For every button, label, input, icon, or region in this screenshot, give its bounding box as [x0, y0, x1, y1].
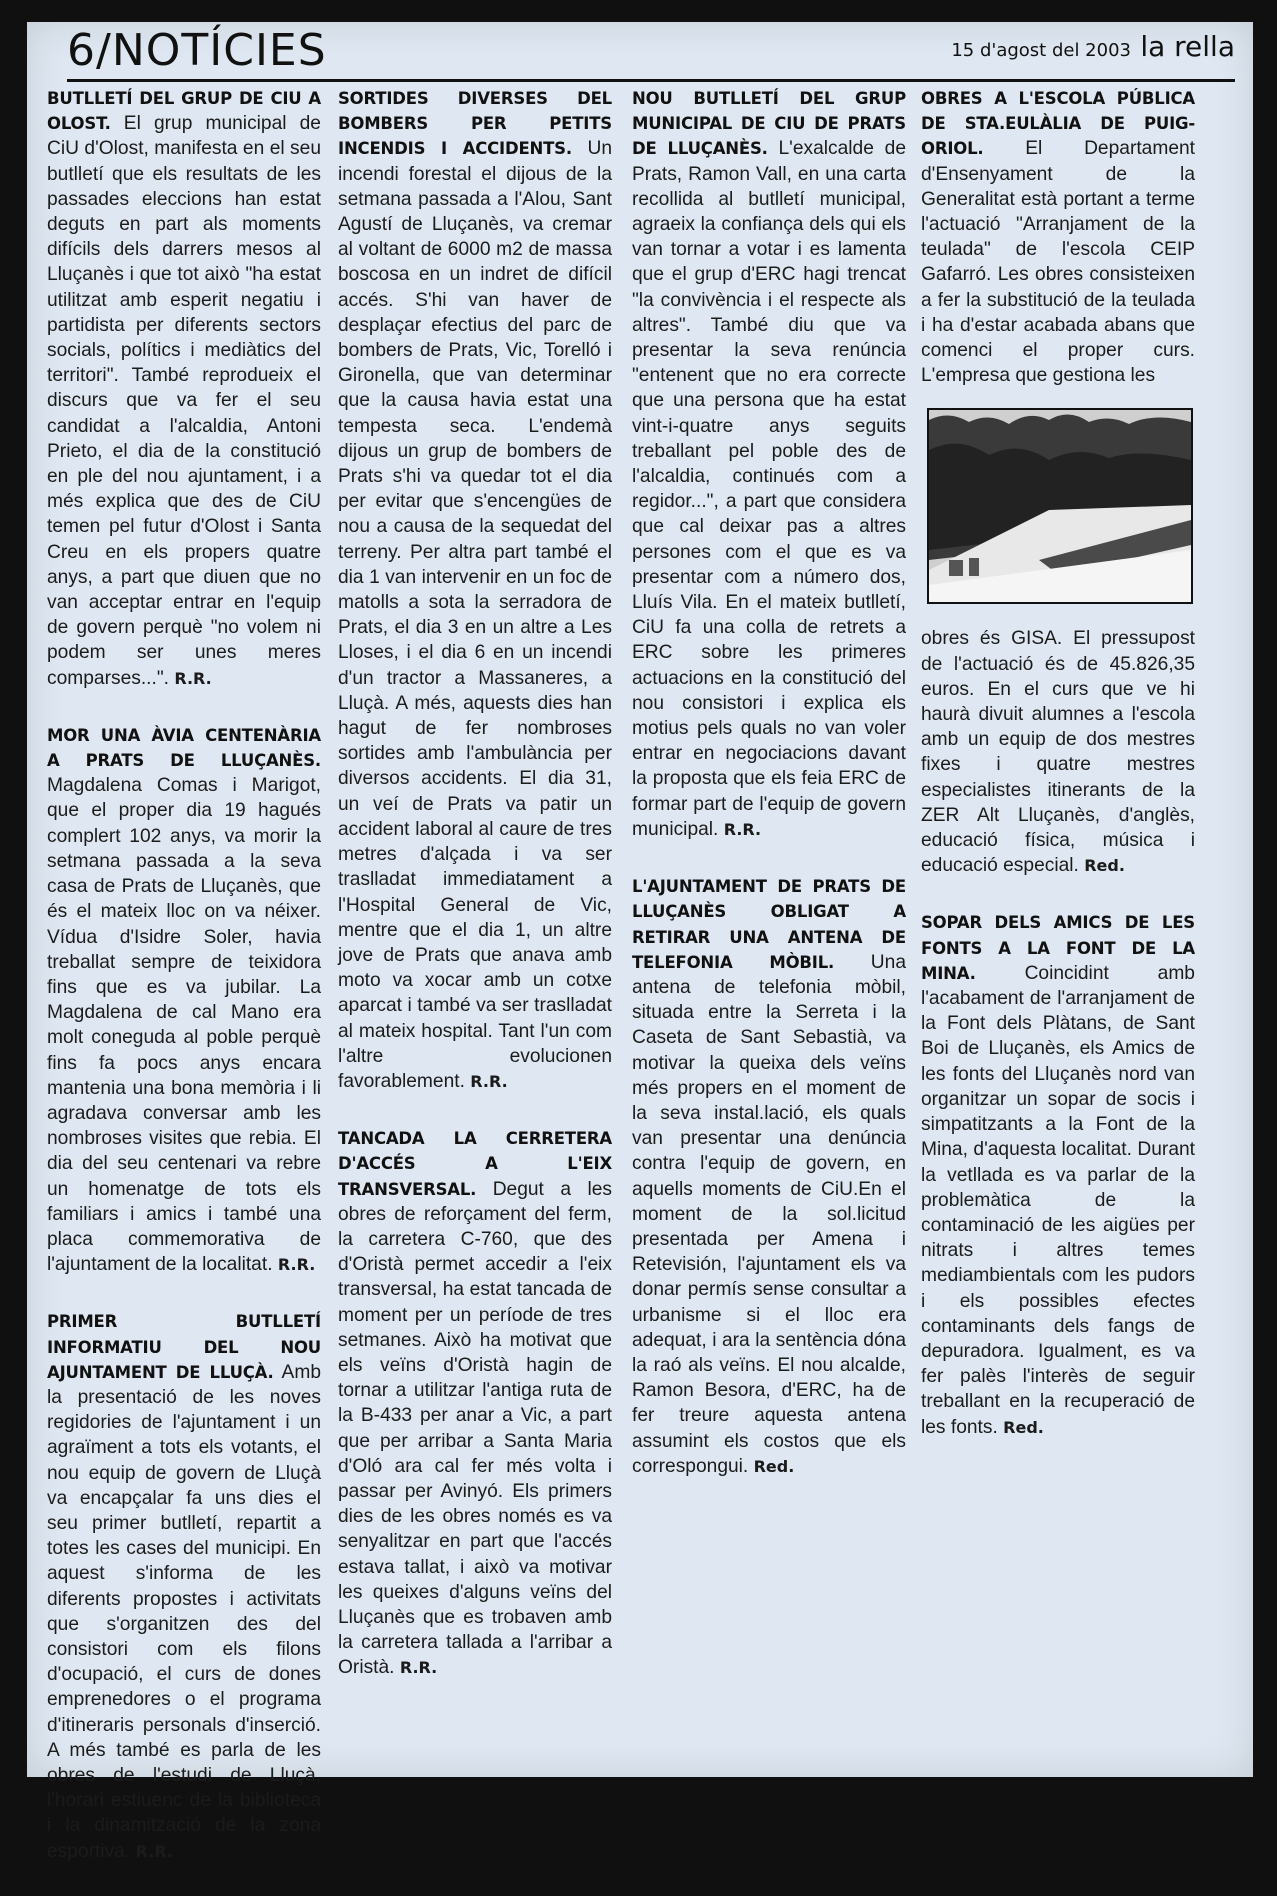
article	[632, 86, 906, 842]
article-body: El Departament d'Ensenyament de la Generalitat està portant a terme l'actuació "Arranjament de la teulada" de l'escola CEIP Gafarró. Les obres consisteixen a fer la substitució de la teulada i ha d'estar acabada abans que comenci el proper curs. L'empresa que gestiona les	[921, 138, 1195, 387]
article-signature: Red.	[1003, 1417, 1044, 1437]
article-body: Degut a les obres de reforçament del ferm, la carretera C-760, que des d'Oristà permet accedir a l'eix transversal, ha estat tancada de moment per un període de tres setmanes. Això ha motivat que els veïns d'Oristà hagin de tornar a utilitzar l'antiga ruta de la B-433 per anar a Vic, a part que per arribar a Santa Maria d'Oló ara cal fer més volta i passar per Avinyó. Els primers dies de les obres només es va senyalitzar en part que l'accés estava tallat, i això va motivar les queixes d'alguns veïns del Lluçanès que es trobaven amb la carretera tallada a l'arribar a Oristà.	[338, 1178, 612, 1679]
article-headline: L'AJUNTAMENT DE PRATS DE LLUÇANÈS OBLIGAT A RETIRAR UNA ANTENA DE TELEFONIA MÒBIL.	[632, 877, 906, 972]
article	[338, 86, 612, 1094]
article	[921, 86, 1195, 878]
column-3	[632, 86, 906, 1511]
school-roof-photo	[927, 408, 1193, 604]
article-signature: R.R.	[723, 819, 762, 839]
publication-name: la rella	[1140, 30, 1235, 63]
column-2	[338, 86, 612, 1713]
article-headline: OBRES A L'ESCOLA PÚBLICA DE STA.EULÀLIA DE PUIG-ORIOL.	[921, 89, 1195, 159]
newspaper-page	[27, 22, 1253, 1862]
article	[47, 1309, 321, 1863]
article-signature: R.R.	[470, 1071, 508, 1091]
article-body: El grup municipal de CiU d'Olost, manifesta en el seu butlletí que els resultats de les passades eleccions han estat deguts en part als moments difícils dels darrers mesos al Lluçanès i que tot això "ha estat utilitzat amb esperit negatiu i partidista per diferents sectors socials, polítics i mediàtics del territori". També reprodueix el discurs que va fer el seu candidat a l'alcaldia, Antoni Prieto, el dia de la constitució en ple del nou ajuntament, i a més explica que des de CiU temen pel futur d'Olost i Santa Creu en els propers quatre anys, a part que diuen que no van acceptar entrar en l'equip de govern perquè "no volem ni podem ser unes meres comparses...".	[47, 113, 321, 689]
article-body: Coincidint amb l'acabament de l'arranjament de la Font dels Plàtans, de Sant Boi de Lluçanès, els Amics de les fonts del Lluçanès nord van organitzar un sopar de socis i simpatitzants a la Font de la Mina, d'aquesta localitat. Durant la vetllada es va parlar de la problemàtica de la contaminació de les aigües per nitrats i altres temes mediambientals com les pudors i els possibles efectes contaminants dels fangs de depuradora. Igualment, es va fer palès l'interès de seguir treballant en la recuperació de les fonts.	[921, 962, 1195, 1438]
article-body: Una antena de telefonia mòbil, situada entre la Serreta i la Caseta de Sant Sebastià, va motivar la queixa dels veïns més propers en el moment de la seva instal.lació, els quals van presentar una denúncia contra l'equip de govern, en aquells moments de CiU.En el moment de la sol.licitud presentada per Amena i Retevisión, l'ajuntament els va donar permís sense consultar a urbanisme si el lloc era adequat, i ara la sentència dóna la raó als veïns. El nou alcalde, Ramon Besora, d'ERC, ha de fer treure aquesta antena assumint els costos que els correspongui.	[632, 951, 906, 1477]
article	[632, 874, 906, 1479]
article-body: L'exalcalde de Prats, Ramon Vall, en una carta recollida al butlletí municipal, agraeix la confiança dels qui els van tornar a votar i es lamenta que el grup d'ERC hagi trencat "la convivència i el respecte als altres". També diu que va presentar la seva renúncia "entenent que no era correcte que una persona que ha estat vint-i-quatre anys seguits treballant pel poble des de l'alcaldia, continués com a regidor...", a part que considera que cal deixar pas a altres persones com el que es va presentar com a número dos, Lluís Vila. En el mateix butlletí, CiU fa una colla de retrets a ERC sobre les primeres actuacions en la constitució del nou consistori i explica els motius pels quals no van voler entrar en negociacions davant la proposta que els feia ERC de formar part de l'equip de govern municipal.	[632, 138, 906, 840]
issue-date: 15 d'agost del 2003	[951, 40, 1131, 61]
roof-photo-illustration	[929, 410, 1191, 602]
article-signature: R.R.	[174, 668, 212, 688]
masthead	[67, 22, 1235, 80]
column-4	[921, 86, 1195, 1472]
article	[47, 86, 321, 691]
article-signature: Red.	[1084, 856, 1125, 876]
article-signature: R.R.	[277, 1255, 316, 1275]
article-signature: R.R.	[399, 1658, 438, 1678]
article-signature: R.R.	[135, 1841, 173, 1861]
article-headline: NOU BUTLLETÍ DEL GRUP MUNICIPAL DE CIU DE PRATS DE LLUÇANÈS.	[632, 89, 906, 159]
article	[921, 910, 1195, 1439]
header-rule	[67, 79, 1235, 82]
article-headline: SOPAR DELS AMICS DE LES FONTS A LA FONT DE LA MINA.	[921, 913, 1195, 983]
article-headline: TANCADA LA CERRETERA D'ACCÉS A L'EIX TRANSVERSAL.	[338, 1129, 612, 1199]
article-body-continued: obres és GISA. El pressupost de l'actuació és de 45.826,35 euros. En el curs que ve hi haurà divuit alumnes a l'escola amb un equip de dos mestres fixes i quatre mestres especialistes itinerants de la ZER Alt Lluçanès, d'anglès, educació física, música i educació especial.	[921, 628, 1195, 877]
article-headline: SORTIDES DIVERSES DEL BOMBERS PER PETITS INCENDIS I ACCIDENTS.	[338, 89, 612, 159]
article-body: Un incendi forestal el dijous de la setmana passada a l'Alou, Sant Agustí de Lluçanès, va cremar al voltant de 6000 m2 de massa boscosa en un indret de difícil accés. S'hi van haver de desplaçar efectius del parc de bombers de Prats, Vic, Torelló i Gironella, que van determinar que la causa havia estat una tempesta seca. L'endemà dijous un grup de bombers de Prats s'hi va quedar tot el dia per evitar que s'encengües de nou a causa de la sequedat del terreny. Per altra part també el dia 1 van intervenir en un foc de matolls a sota la serradora de Prats, el dia 3 en un altre a Les Lloses, i el dia 6 en un incendi d'un tractor a Massaneres, a Lluçà. A més, aquests dies han hagut de fer nombroses sortides amb l'ambulància per diversos accidents. El dia 31, un veí de Prats va patir un accident laboral al caure de tres metres d'alçada i va ser traslladat immediatament a l'Hospital General de Vic, mentre que el dia 1, un altre jove de Prats que anava amb moto va xocar amb un cotxe aparcat i també va ser traslladat al mateix hospital. Tant l'un com l'altre evolucionen favorablement.	[338, 138, 612, 1092]
article-signature: Red.	[753, 1456, 795, 1476]
article-headline: MOR UNA ÀVIA CENTENÀRIA A PRATS DE LLUÇANÈS.	[47, 725, 321, 771]
column-1	[47, 86, 321, 1896]
article	[47, 723, 321, 1277]
article-headline: PRIMER BUTLLETÍ INFORMATIU DEL NOU AJUNTAMENT DE LLUÇÀ.	[47, 1312, 321, 1382]
article-headline: BUTLLETÍ DEL GRUP DE CIU A OLOST.	[47, 89, 321, 134]
section-title: 6/NOTÍCIES	[67, 25, 327, 76]
article-body: Magdalena Comas i Marigot, que el proper dia 19 hagués complert 102 anys, va morir la setmana passada a la seva casa de Prats de Lluçanès, que és el mateix lloc on va néixer. Vídua d'Isidre Soler, havia treballat sempre de teixidora fins que es va jubilar. La Magdalena de cal Mano era molt coneguda al poble perquè fins fa pocs anys encara mantenia una bona memòria i li agradava conversar amb les nombroses visites que rebia. El dia del seu centenari va rebre un homenatge de tots els familiars i amics i també una placa commemorativa de l'ajuntament de la localitat.	[47, 775, 321, 1276]
article	[338, 1126, 612, 1680]
article-body: Amb la presentació de les noves regidories de l'ajuntament i un agraïment a tots els votants, el nou equip de govern de Lluçà va encapçalar fa uns dies el seu primer butlletí, repartit a totes les cases del municipi. En aquest s'informa de les diferents propostes i activitats que s'organitzen des del consistori com els filons d'ocupació, el curs de dones emprenedores o el programa d'itineraris personals d'inserció. A més també es parla de les obres de l'estudi de Lluçà, l'horari estiuenc de la biblioteca i la dinamització de la zona esportiva.	[47, 1361, 321, 1862]
